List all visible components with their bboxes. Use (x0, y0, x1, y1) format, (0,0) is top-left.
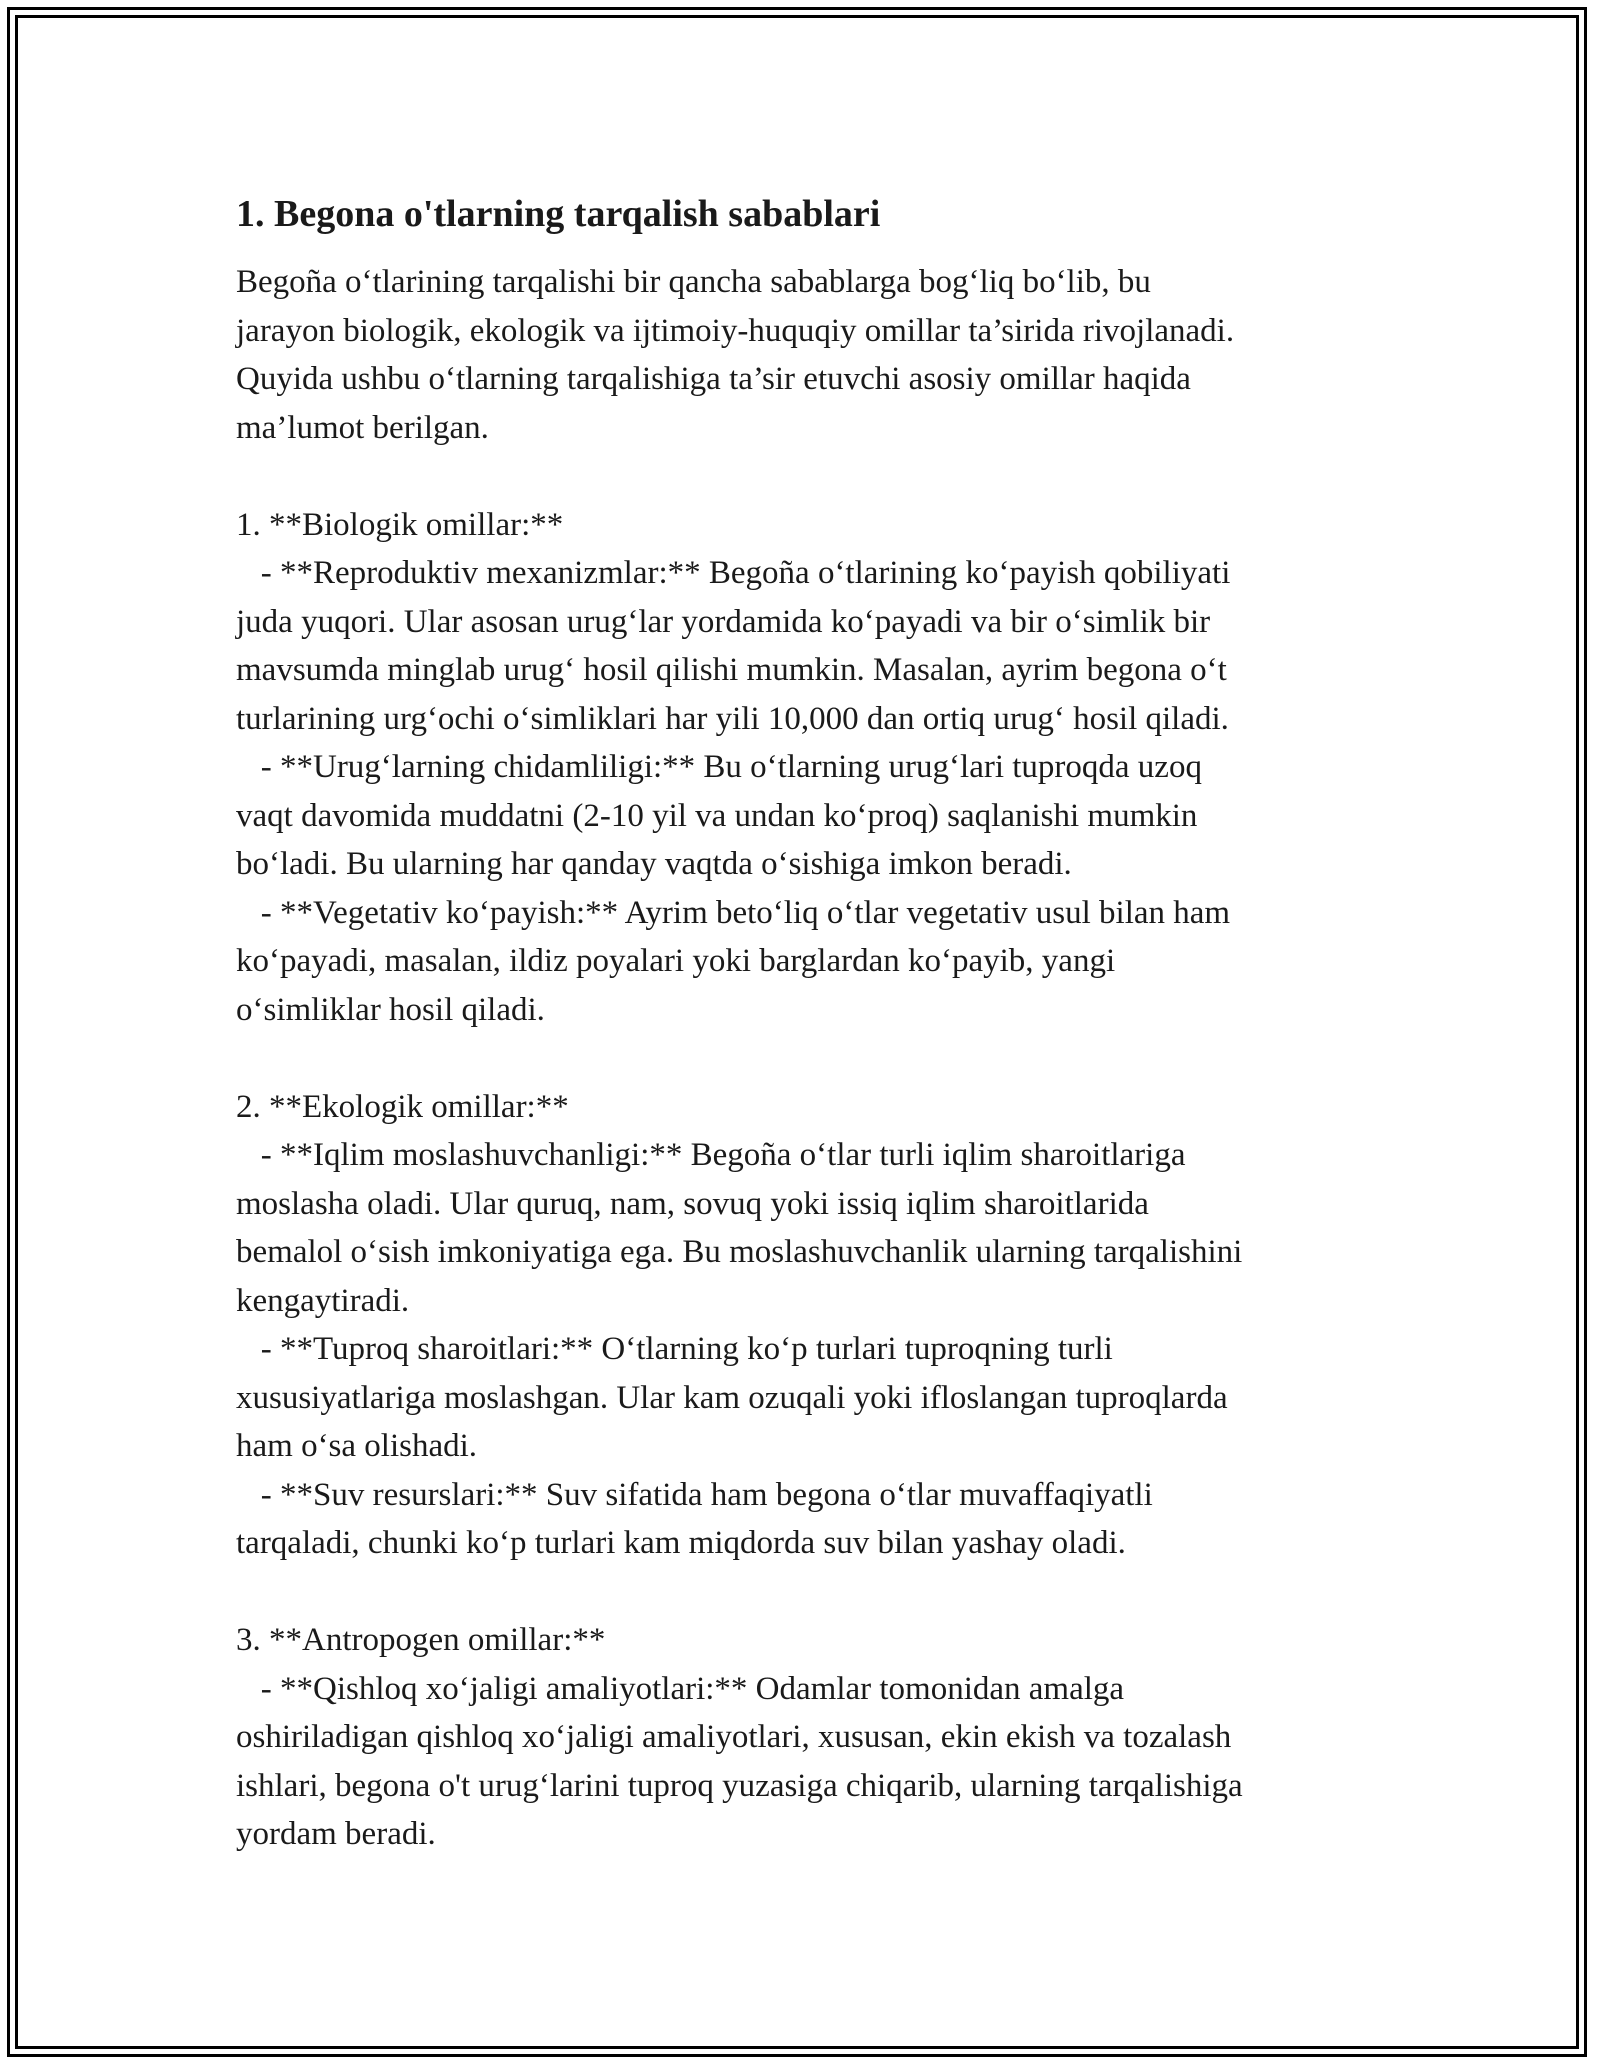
text-line: bo‘ladi. Bu ularning har qanday vaqtda o‘sishiga imkon beradi. (236, 846, 1072, 882)
text-line: - **Tuproq sharoitlari:** O‘tlarning ko‘p turlari tuproqning turli (236, 1331, 1113, 1367)
section-biologik-omillar (236, 501, 1396, 1035)
text-line: ma’lumot berilgan. (236, 409, 489, 446)
text-line: juda yuqori. Ular asosan urug‘lar yordamida ko‘payadi va bir o‘simlik bir (236, 603, 1211, 640)
text-line: - **Urug‘larning chidamliligi:** Bu o‘tlarning urug‘lari tuproqda uzoq (236, 749, 1202, 785)
section-heading: 1. **Biologik omillar:** (236, 506, 564, 543)
text-line: mavsumda minglab urug‘ hosil qilishi mumkin. Masalan, ayrim begona o‘t (236, 652, 1227, 688)
text-line: moslasha oladi. Ular quruq, nam, sovuq yoki issiq iqlim sharoitlarida (236, 1185, 1149, 1222)
text-line: oshiriladigan qishloq xo‘jaligi amaliyotlari, xususan, ekin ekish va tozalash (236, 1719, 1232, 1755)
text-line: - **Vegetativ ko‘payish:** Ayrim beto‘liq o‘tlar vegetativ usul bilan ham (236, 894, 1231, 931)
text-line: - **Reproduktiv mexanizmlar:** Begoña o‘tlarining ko‘payish qobiliyati (236, 555, 1231, 591)
text-line: ham o‘sa olishadi. (236, 1428, 478, 1464)
section-ekologik-omillar (236, 1083, 1396, 1568)
text-line: Begoña o‘tlarining tarqalishi bir qancha sabablarga bog‘liq bo‘lib, bu (236, 264, 1151, 300)
text-line: turlarining urg‘ochi o‘simliklari har yili 10,000 dan ortiq urug‘ hosil qiladi. (236, 700, 1229, 737)
document-body (236, 186, 1396, 1859)
paragraph-gap (236, 452, 1396, 501)
intro-paragraph (236, 258, 1396, 452)
paragraph-gap (236, 1034, 1396, 1083)
text-line: kengaytiradi. (236, 1282, 410, 1319)
text-line: tarqaladi, chunki ko‘p turlari kam miqdorda suv bilan yashay oladi. (236, 1525, 1126, 1561)
text-line: bemalol o‘sish imkoniyatiga ega. Bu moslashuvchanlik ularning tarqalishini (236, 1234, 1243, 1270)
text-line: vaqt davomida muddatni (2-10 yil va undan ko‘proq) saqlanishi mumkin (236, 797, 1198, 834)
text-line: jarayon biologik, ekologik va ijtimoiy-huquqiy omillar ta’sirida rivojlanadi. (236, 312, 1235, 349)
text-line: yordam beradi. (236, 1816, 436, 1852)
document-title: 1. Begona o'tlarning tarqalish sabablari (236, 193, 881, 235)
section-antropogen-omillar (236, 1616, 1396, 1859)
text-line: ishlari, begona o't urug‘larini tuproq yuzasiga chiqarib, ularning tarqalishiga (236, 1767, 1243, 1804)
paragraph-gap (236, 1568, 1396, 1617)
text-line: ko‘payadi, masalan, ildiz poyalari yoki barglardan ko‘payib, yangi (236, 943, 1116, 979)
section-heading: 2. **Ekologik omillar:** (236, 1088, 569, 1125)
text-line: Quyida ushbu o‘tlarning tarqalishiga ta’sir etuvchi asosiy omillar haqida (236, 361, 1191, 397)
text-line: - **Suv resurslari:** Suv sifatida ham begona o‘tlar muvaffaqiyatli (236, 1476, 1153, 1513)
text-line: - **Iqlim moslashuvchanligi:** Begoña o‘tlar turli iqlim sharoitlariga (236, 1137, 1186, 1173)
text-line: o‘simliklar hosil qiladi. (236, 991, 545, 1028)
text-line: - **Qishloq xo‘jaligi amaliyotlari:** Odamlar tomonidan amalga (236, 1670, 1125, 1707)
section-heading: 3. **Antropogen omillar:** (236, 1622, 606, 1658)
text-line: xususiyatlariga moslashgan. Ular kam ozuqali yoki ifloslangan tuproqlarda (236, 1379, 1228, 1416)
